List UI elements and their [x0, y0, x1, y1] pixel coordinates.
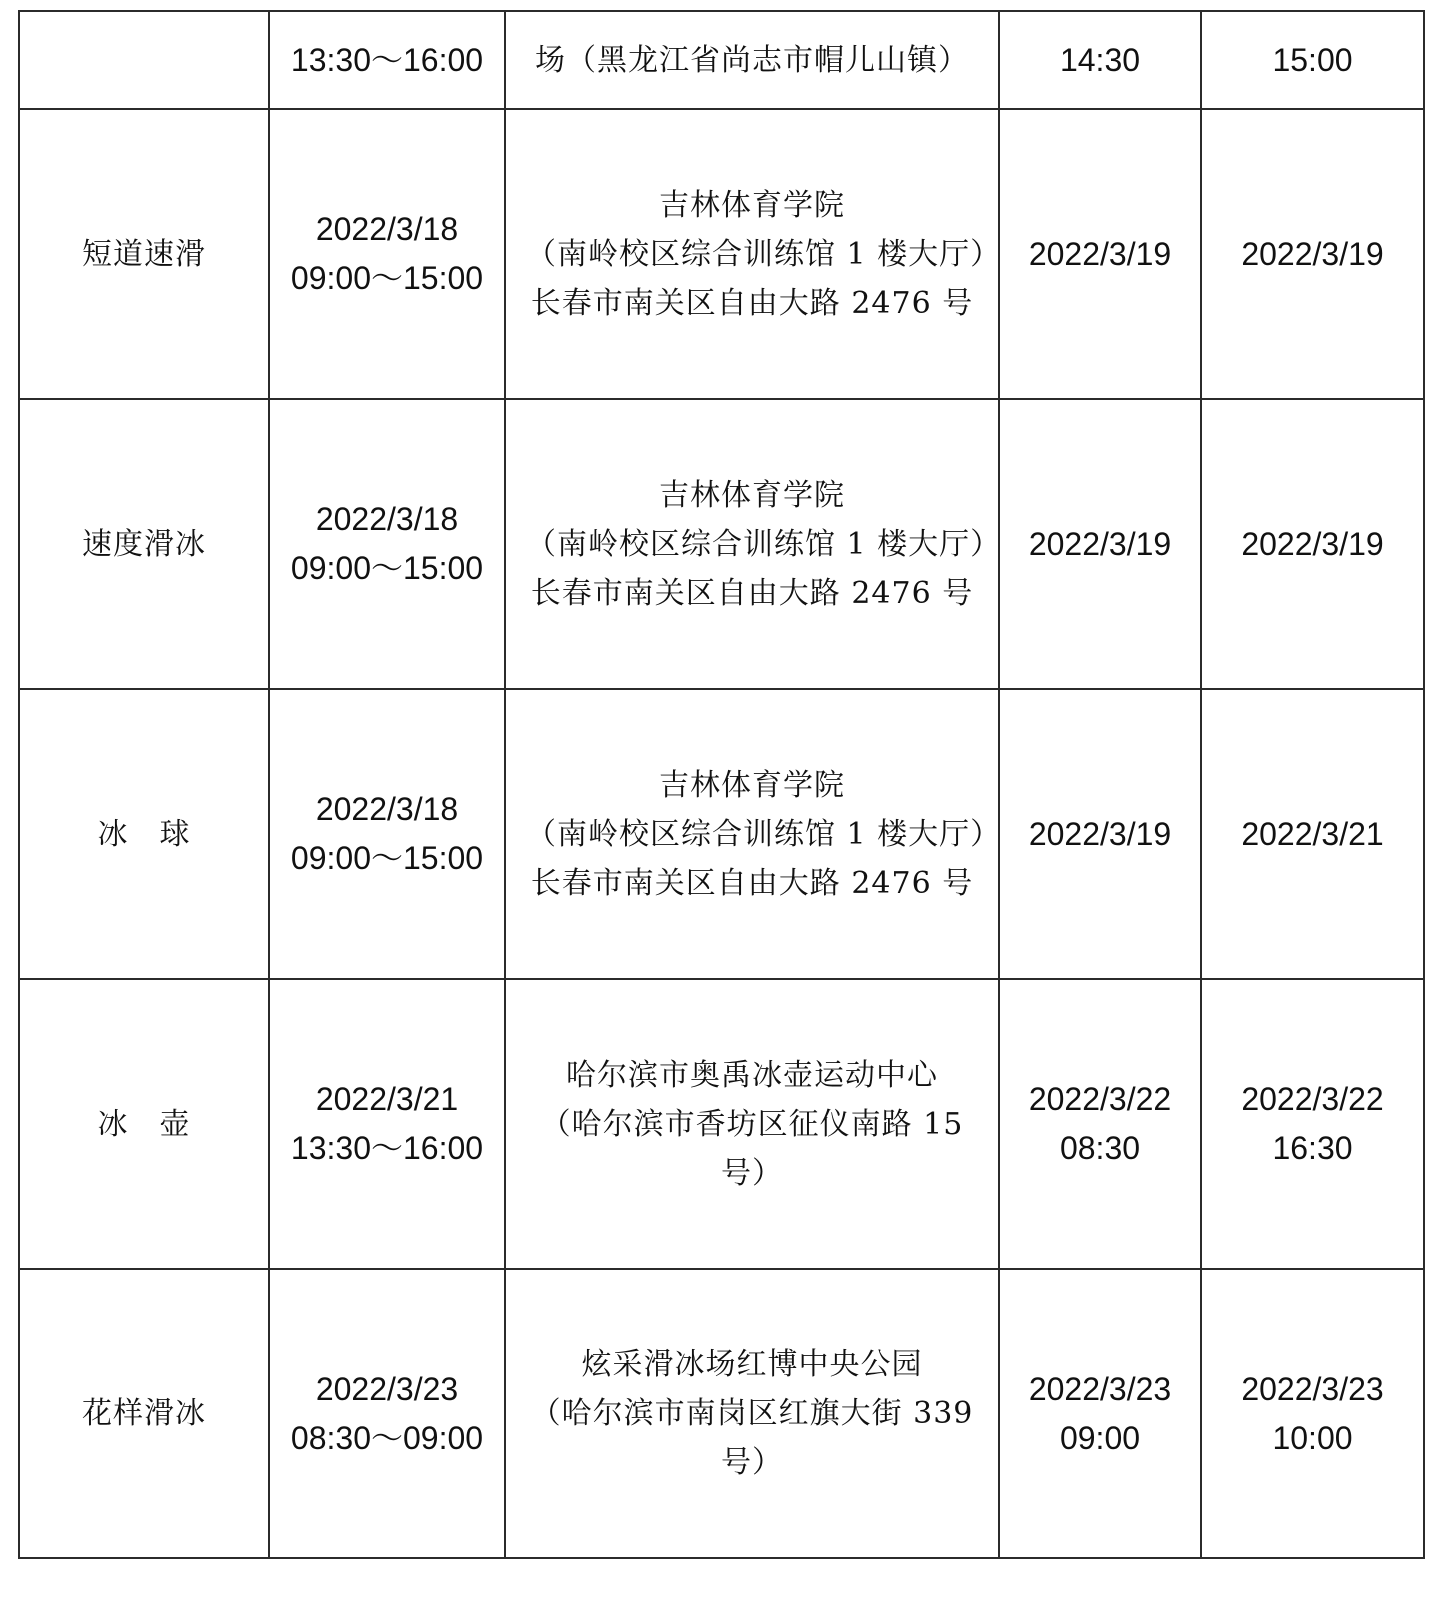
venue-line: 号）	[721, 1445, 783, 1480]
registration-time: 13:30～16:00	[290, 1130, 484, 1166]
date-value: 2022/3/19	[1241, 235, 1384, 272]
date-value: 2022/3/23	[1241, 1370, 1384, 1407]
venue-line: 场（黑龙江省尚志市帽儿山镇）	[535, 42, 969, 78]
time-value: 15:00	[1272, 41, 1353, 78]
venue-cell	[505, 11, 999, 109]
venue-line: 长春市南关区自由大路 2476 号	[530, 865, 974, 901]
date-value: 2022/3/19	[1028, 525, 1172, 562]
date-cell-col4	[999, 399, 1201, 689]
registration-date: 2022/3/18	[315, 501, 459, 537]
registration-time: 13:30～16:00	[290, 41, 484, 78]
sport-name: 花样滑冰	[82, 1396, 206, 1431]
table-row	[19, 979, 1424, 1269]
sport-cell	[19, 109, 269, 399]
table-row	[19, 399, 1424, 689]
registration-cell	[269, 689, 505, 979]
time-value: 10:00	[1272, 1419, 1353, 1456]
registration-time: 09:00～15:00	[290, 260, 484, 296]
venue-line: （南岭校区综合训练馆 1 楼大厅）	[526, 526, 1002, 562]
date-value: 2022/3/21	[1241, 815, 1384, 852]
registration-cell	[269, 1269, 505, 1558]
registration-time: 09:00～15:00	[290, 840, 484, 876]
time-value: 09:00	[1059, 1419, 1141, 1456]
registration-cell	[269, 399, 505, 689]
time-value: 14:30	[1059, 41, 1141, 78]
sport-name: 短道速滑	[82, 236, 206, 272]
sport-cell	[19, 399, 269, 689]
date-cell-col4	[999, 979, 1201, 1269]
table-row	[19, 11, 1424, 109]
date-value: 2022/3/19	[1028, 815, 1172, 852]
date-value: 2022/3/22	[1028, 1081, 1172, 1117]
time-value: 16:30	[1272, 1130, 1353, 1166]
venue-line: 长春市南关区自由大路 2476 号	[530, 285, 974, 321]
venue-line: （哈尔滨市香坊区征仪南路 15	[540, 1106, 964, 1142]
date-cell-col4	[999, 1269, 1201, 1558]
date-cell-col5	[1201, 399, 1424, 689]
date-cell-col5	[1201, 11, 1424, 109]
table-row	[19, 1269, 1424, 1558]
registration-cell	[269, 979, 505, 1269]
venue-line: 吉林体育学院	[659, 477, 845, 513]
venue-line: 炫采滑冰场红博中央公园	[581, 1347, 923, 1382]
sport-cell	[19, 1269, 269, 1558]
registration-date: 2022/3/21	[315, 1081, 459, 1117]
venue-line: 吉林体育学院	[659, 187, 845, 223]
registration-date: 2022/3/18	[315, 211, 459, 247]
date-cell-col5	[1201, 109, 1424, 399]
registration-cell	[269, 109, 505, 399]
registration-date: 2022/3/23	[315, 1370, 459, 1407]
sport-name: 速度滑冰	[82, 526, 206, 562]
venue-cell	[505, 109, 1002, 399]
date-cell-col5	[1201, 689, 1424, 979]
date-cell-col4	[999, 109, 1201, 399]
registration-time: 09:00～15:00	[290, 550, 484, 586]
venue-cell	[505, 399, 1002, 689]
date-value: 2022/3/19	[1241, 525, 1384, 562]
sport-cell	[19, 979, 269, 1269]
sport-name: 冰 壶	[97, 1106, 191, 1142]
sport-cell	[19, 11, 269, 109]
venue-cell	[505, 1269, 999, 1558]
date-cell-col4	[999, 689, 1201, 979]
registration-time: 08:30～09:00	[290, 1419, 484, 1456]
time-value: 08:30	[1059, 1130, 1141, 1166]
venue-cell	[505, 979, 999, 1269]
schedule-table	[18, 10, 1425, 1559]
registration-cell	[269, 11, 505, 109]
date-value: 2022/3/22	[1241, 1081, 1384, 1117]
registration-date: 2022/3/18	[315, 791, 459, 827]
sport-cell	[19, 689, 269, 979]
table-row	[19, 689, 1424, 979]
date-value: 2022/3/23	[1028, 1370, 1172, 1407]
venue-line: 哈尔滨市奥禹冰壶运动中心	[566, 1057, 938, 1093]
venue-line: （哈尔滨市南岗区红旗大街 339	[530, 1396, 974, 1431]
venue-line: 吉林体育学院	[659, 767, 845, 803]
venue-line: （南岭校区综合训练馆 1 楼大厅）	[526, 816, 1002, 852]
venue-line: （南岭校区综合训练馆 1 楼大厅）	[526, 236, 1002, 272]
venue-cell	[505, 689, 1002, 979]
venue-line: 长春市南关区自由大路 2476 号	[530, 575, 974, 611]
venue-line: 号）	[721, 1155, 783, 1191]
table-row	[19, 109, 1424, 399]
date-cell-col5	[1201, 979, 1424, 1269]
date-value: 2022/3/19	[1028, 235, 1172, 272]
sport-name: 冰 球	[97, 816, 191, 852]
date-cell-col5	[1201, 1269, 1424, 1558]
date-cell-col4	[999, 11, 1201, 109]
